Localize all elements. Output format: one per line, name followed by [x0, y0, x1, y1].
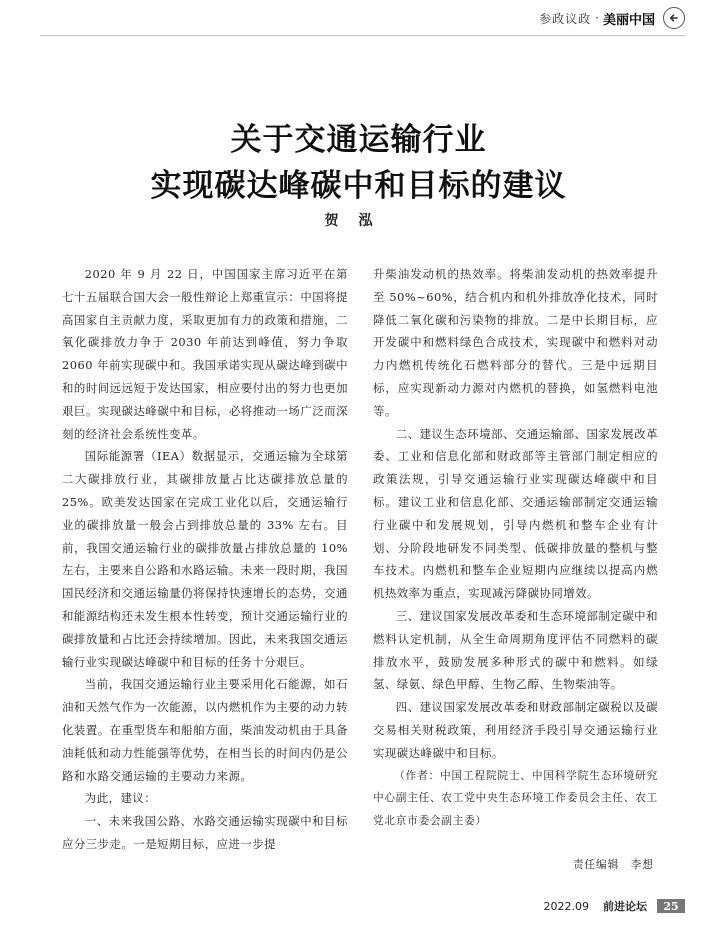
paragraph-continuation: 升柴油发动机的热效率。将柴油发动机的热效率提升至 50%~60%，结合机内和机外排放净化技术，同时降低二氧化碳和污染物的排放。二是中长期目标，应开发碳中和燃料绿色合成技术，实现碳中和燃料对动力内燃机传统化石燃料部分的替代。三是中远期目标，应实现新动力源对内燃机的替换，如氢燃料电池等。: [373, 267, 658, 418]
article-title-line2: 实现碳达峰碳中和目标的建议: [150, 168, 567, 204]
paragraph: 2020 年 9 月 22 日，中国国家主席习近平在第七十五届联合国大会一般性辩论上郑重宣示：中国将提高国家自主贡献力度，采取更加有力的政策和措施，二氧化碳排放力争于 2030 年前达到峰值，努力争取 2060 年前实现碳中和。我国承诺实现从碳达峰到碳中和的时间远远短于发达国家，相应要付出的努力也更加艰巨。实现碳达峰碳中和目标，必将推动一场广泛而深刻的经济社会系统性变革。: [62, 267, 348, 441]
publication-name: 前进论坛: [603, 900, 647, 913]
section-label: 参政议政: [539, 11, 592, 26]
paragraph: 国际能源署（IEA）数据显示，交通运输为全球第二大碳排放行业，其碳排放量占比达碳排放总量的 25%。欧美发达国家在完成工业化以后，交通运输行业的碳排放量一般会占到排放总量的 33% 左右。目前，我国交通运输行业的碳排放量占排放总量的 10% 左右，主要来自公路和水路运输。未来一段时期，我国国民经济和交通运输量仍将保持快速增长的态势，交通和能源结构还未发生根本性转变，预计交通运输行业的碳排放量和占比还会持续增加。因此，未来我国交通运输行业实现碳达峰碳中和目标的任务十分艰巨。: [62, 449, 348, 669]
circle-arrow-icon: [663, 7, 685, 29]
paragraph: 三、建议国家发展改革委和生态环境部制定碳中和燃料认定机制，从全生命周期角度评估不同燃料的碳排放水平，鼓励发展多种形式的碳中和燃料。如绿氢、绿氨、绿色甲醇、生物乙醇、生物柴油等。: [373, 608, 658, 692]
header-divider: [40, 35, 685, 36]
page-number: 25: [657, 899, 685, 913]
paragraph: 当前，我国交通运输行业主要采用化石能源，如石油和天然气作为一次能源，以内燃机作为主要的动力转化装置。在重型货车和船舶方面，柴油发动机由于具备油耗低和动力性能强等优势，在相当长的时间内仍是公路和水路交通运输的主要动力来源。: [62, 677, 348, 783]
article-title-line1: 关于交通运输行业: [230, 122, 487, 158]
responsible-editor: 责任编辑 李想: [572, 858, 654, 871]
right-column: [373, 263, 658, 877]
paragraph: 二、建议生态环境部、交通运输部、国家发展改革委、工业和信息化部和财政部等主管部门制定相应的政策法规，引导交通运输行业实现碳达峰碳中和目标。建议工业和信息化部、交通运输部制定交通运输行业碳中和发展规划，引导内燃机和整车企业有计划、分阶段地研发不同类型、低碳排放量的整机与整车技术。内燃机和整车企业短期内应继续以提高内燃机热效率为重点，实现减污降碳协同增效。: [373, 426, 658, 601]
author-note: （作者：中国工程院院士、中国科学院生态环境研究中心副主任、农工党中央生态环境工作委员会主任、农工党北京市委会副主委）: [373, 769, 658, 828]
running-footer: [544, 898, 686, 914]
header-separator: ·: [595, 11, 599, 25]
paragraph: 为此，建议：: [84, 791, 157, 806]
paragraph: 一、未来我国公路、水路交通运输实现碳中和目标应分三步走。一是短期目标，应进一步提: [62, 814, 348, 851]
paragraph: 四、建议国家发展改革委和财政部制定碳税以及碳交易相关财税政策，利用经济手段引导交通运输行业实现碳达峰碳中和目标。: [373, 700, 658, 760]
issue-date: 2022.09: [543, 899, 589, 913]
left-column: [62, 263, 348, 856]
running-header: [539, 6, 685, 30]
column-brand: 美丽中国: [602, 12, 655, 28]
article-author: 贺泓: [324, 213, 393, 229]
